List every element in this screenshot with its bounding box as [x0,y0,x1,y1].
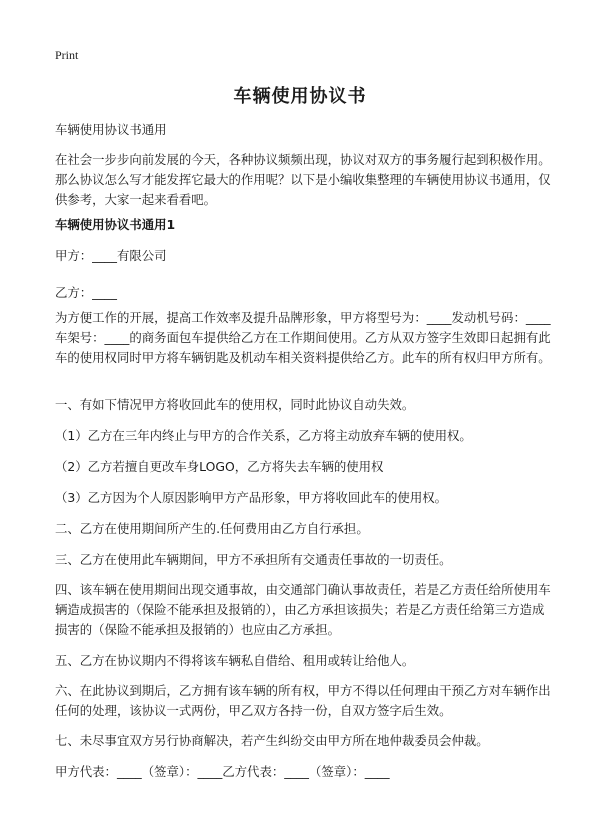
clause-1-item-3: （3）乙方因为个人原因影响甲方产品形象，甲方将收回此车的使用权。 [55,490,447,505]
purpose-paragraph: 为方便工作的开展，提高工作效率及提升品牌形象，甲方将型号为：____发动机号码：____车架号：____的商务面包车提供给乙方在工作期间使用。乙方从双方签字生效即日起拥有此车的使用权同时甲方将车辆钥匙及机动车相关资料提供给乙方。此车的所有权归甲方所有。 [55,310,551,365]
intro-paragraph: 在社会一步步向前发展的今天，各种协议频频出现，协议对双方的事务履行起到积极作用。那么协议怎么写才能发挥它最大的作用呢？以下是小编收集整理的车辆使用协议书通用，仅供参考，大家一起来看看吧。 [55,152,551,207]
clause-6: 六、在此协议到期后，乙方拥有该车辆的所有权，甲方不得以任何理由干预乙方对车辆作出任何的处理，该协议一式两份，甲乙双方各持一份，自双方签字后生效。 [55,683,551,718]
clause-7: 七、未尽事宜双方另行协商解决，若产生纠纷交由甲方所在地仲裁委员会仲裁。 [55,733,489,748]
clause-1-item-1: （1）乙方在三年内终止与甲方的合作关系，乙方将主动放弃车辆的使用权。 [55,428,472,443]
page-title: 车辆使用协议书 [233,86,367,107]
clause-4: 四、该车辆在使用期间出现交通事故，由交通部门确认事故责任，若是乙方责任给所使用车辆造成损害的（保险不能承担及报销的），由乙方承担该损失；若是乙方责任给第三方造成损害的（保险不能承担及报销的）也应由乙方承担。 [55,582,551,637]
signature-line: 甲方代表：____（签章）：____乙方代表：____（签章）：____ [55,764,390,779]
print-link[interactable]: Print [55,48,79,62]
clause-3: 三、乙方在使用此车辆期间，甲方不承担所有交通责任事故的一切责任。 [55,552,452,567]
party-b-line: 乙方：____ [55,285,117,300]
section-heading: 车辆使用协议书通用1 [55,217,176,232]
clause-1-item-2: （2）乙方若擅自更改车身LOGO，乙方将失去车辆的使用权 [55,459,384,474]
clause-1: 一、有如下情况甲方将收回此车的使用权，同时此协议自动失效。 [55,397,415,412]
clause-5: 五、乙方在协议期内不得将该车辆私自借给、租用或转让给他人。 [55,653,415,668]
party-a-line: 甲方：____有限公司 [55,248,167,263]
clause-2: 二、乙方在使用期间所产生的.任何费用由乙方自行承担。 [55,521,369,536]
document-subtitle: 车辆使用协议书通用 [55,122,167,137]
